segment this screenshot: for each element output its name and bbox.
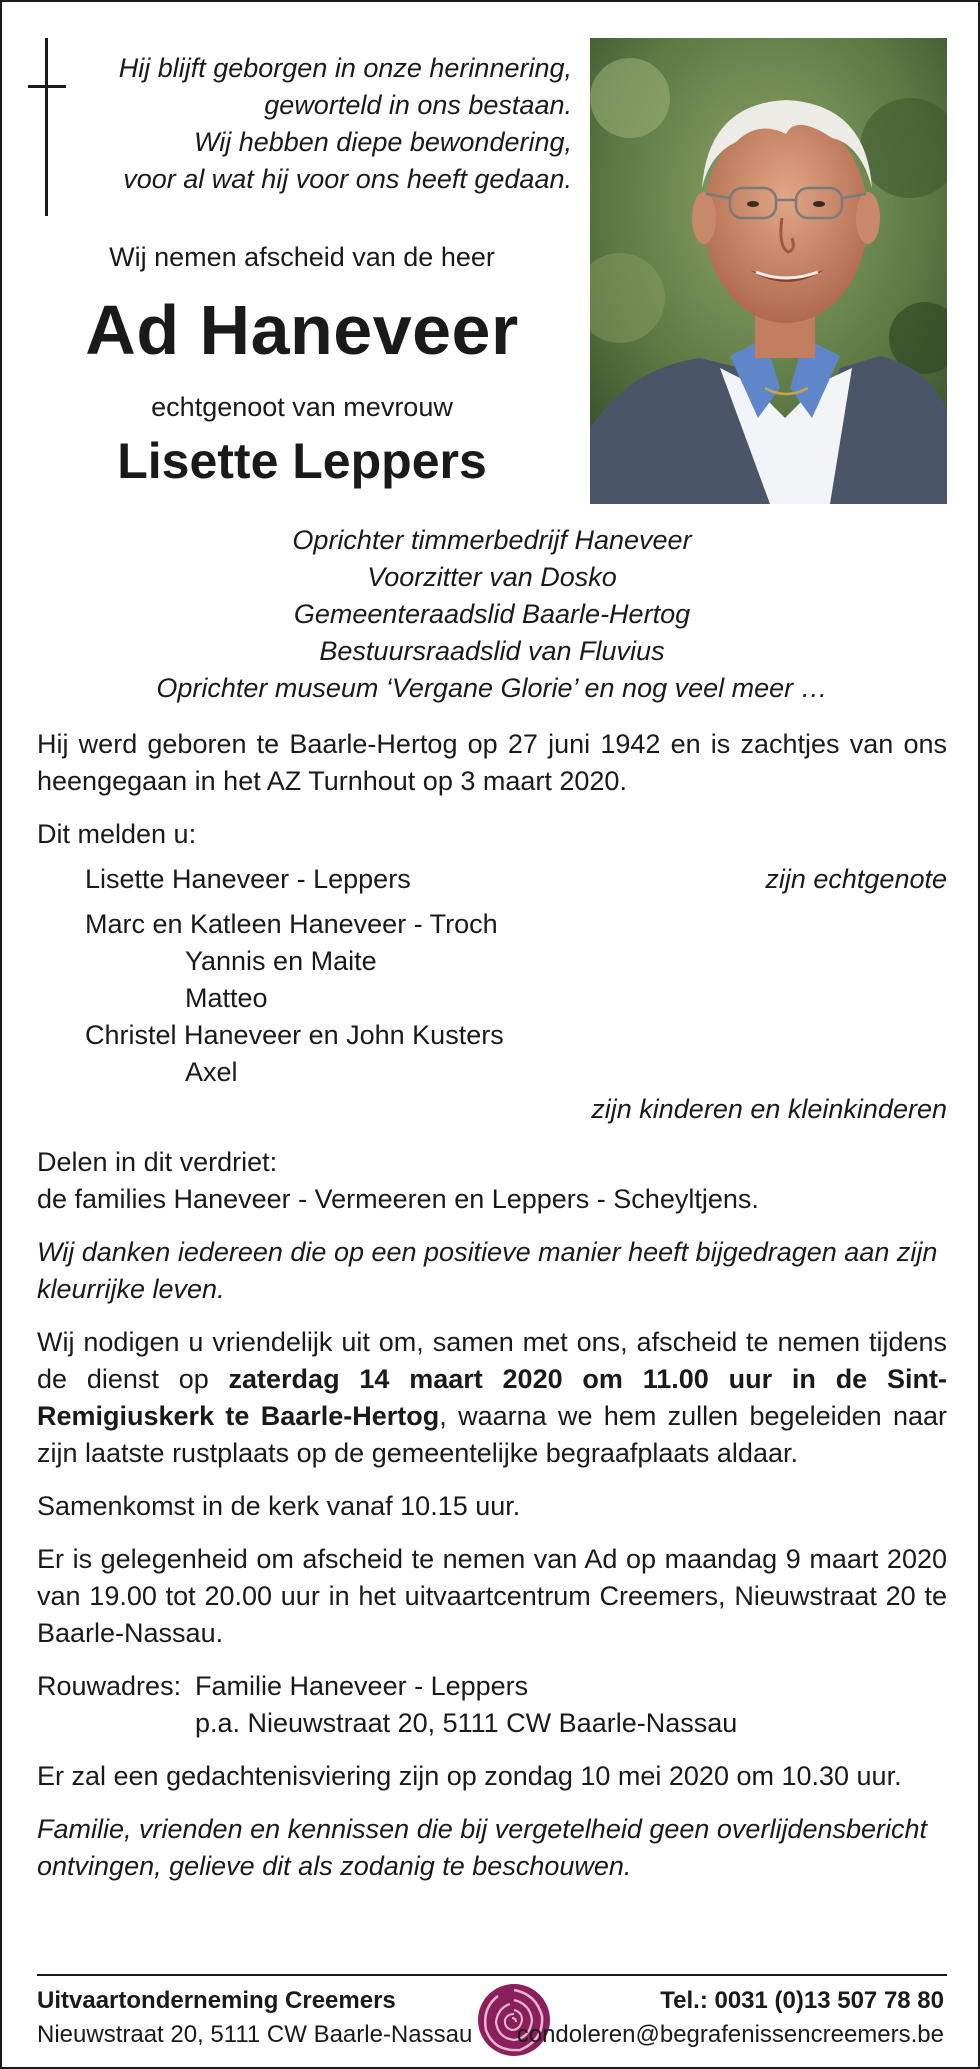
title-line: Gemeenteraadslid Baarle-Hertog [293, 599, 691, 629]
phone-number: Tel.: 0031 (0)13 507 78 80 [660, 1987, 944, 2014]
title-line: Bestuursraadslid van Fluvius [319, 636, 665, 666]
funeral-home-address: Nieuwstraat 20, 5111 CW Baarle-Nassau [37, 2021, 473, 2048]
mourning-address [37, 1668, 947, 1742]
family-member: Matteo [185, 983, 268, 1013]
spouse-name: Lisette Leppers [117, 433, 487, 489]
family-row [37, 1091, 947, 1128]
deceased-name: Ad Haneveer [85, 291, 519, 369]
invite-text [37, 1324, 947, 1472]
contact-info [517, 1984, 944, 2052]
memorial-text: Er zal een gedachtenisviering zijn op zondag 10 mei 2020 om 10.30 uur. [37, 1761, 902, 1791]
address-line: p.a. Nieuwstraat 20, 5111 CW Baarle-Nassau [195, 1708, 738, 1738]
service-details: zaterdag 14 maart 2020 om 11.00 uur in de Sint-Remigiuskerk te Baarle-Hertog [37, 1364, 947, 1431]
poem-line: Hij blijft geborgen in onze herinnering, [118, 53, 572, 83]
address-label: Rouwadres: [37, 1671, 182, 1701]
cross-icon [28, 38, 66, 216]
relation-label: zijn kinderen en kleinkinderen [591, 1094, 947, 1124]
obituary-body [37, 726, 947, 1901]
family-member: Yannis en Maite [185, 946, 377, 976]
poem-line: Wij hebben diepe bewondering, [193, 127, 572, 157]
poem-line: geworteld in ons bestaan. [264, 90, 572, 120]
funeral-home-name: Uitvaartonderneming Creemers [37, 1987, 396, 2014]
titles-list [42, 522, 942, 707]
family-row [37, 1054, 947, 1091]
family-member: Axel [185, 1057, 238, 1087]
share-section [37, 1144, 947, 1218]
family-list [37, 861, 947, 1128]
family-member: Marc en Katleen Haneveer - Troch [85, 909, 498, 939]
portrait-photo [590, 38, 947, 504]
birth-text: Hij werd geboren te Baarle-Hertog op 27 juni 1942 en is zachtjes van ons heengegaan in het AZ Turnhout op 3 maart 2020. [37, 729, 947, 796]
gathering-text: Samenkomst in de kerk vanaf 10.15 uur. [37, 1491, 521, 1521]
share-families: de families Haneveer - Vermeeren en Leppers - Scheyltjens. [37, 1184, 759, 1214]
funeral-home-info [37, 1984, 472, 2052]
family-row [37, 906, 947, 943]
family-row [37, 943, 947, 980]
share-label: Delen in dit verdriet: [37, 1147, 278, 1177]
closing-text: Familie, vrienden en kennissen die bij vergetelheid geen overlijdensbericht ontvingen, gelieve dit als zodanig te beschouwen. [37, 1814, 928, 1881]
memorial-poem [72, 50, 572, 198]
family-row [37, 1017, 947, 1054]
spouse-intro-text: echtgenoot van mevrouw [151, 392, 453, 422]
family-member: Christel Haneveer en John Kusters [85, 1020, 504, 1050]
intro-text: Wij nemen afscheid van de heer [109, 242, 495, 272]
thanks-text: Wij danken iedereen die op een positieve manier heeft bijgedragen aan zijn kleurrijke leven. [37, 1237, 938, 1304]
title-line: Voorzitter van Dosko [367, 562, 617, 592]
email-address: condoleren@begrafenissencreemers.be [516, 2021, 944, 2048]
family-row [37, 861, 947, 898]
poem-line: voor al wat hij voor ons heeft gedaan. [123, 164, 572, 194]
footer-divider [37, 1974, 947, 1976]
invite-part: Wij nodigen u vriendelijk uit om, samen met ons, afscheid te nemen tijdens de dienst op [37, 1327, 947, 1394]
announce-label: Dit melden u: [37, 819, 197, 849]
viewing-text: Er is gelegenheid om afscheid te nemen van Ad op maandag 9 maart 2020 van 19.00 tot 20.00 uur in het uitvaartcentrum Creemers, Nieuwstraat 20 te Baarle-Nassau. [37, 1544, 947, 1648]
address-line: Familie Haneveer - Leppers [195, 1671, 529, 1701]
relation-label: zijn echtgenote [765, 864, 947, 894]
title-line: Oprichter museum ‘Vergane Glorie’ en nog veel meer … [156, 673, 828, 703]
family-row [37, 980, 947, 1017]
invite-part: , waarna we hem zullen begeleiden naar zijn laatste rustplaats op de gemeentelijke begraafplaats aldaar. [37, 1401, 947, 1468]
title-line: Oprichter timmerbedrijf Haneveer [292, 525, 692, 555]
family-member: Lisette Haneveer - Leppers [85, 864, 411, 894]
